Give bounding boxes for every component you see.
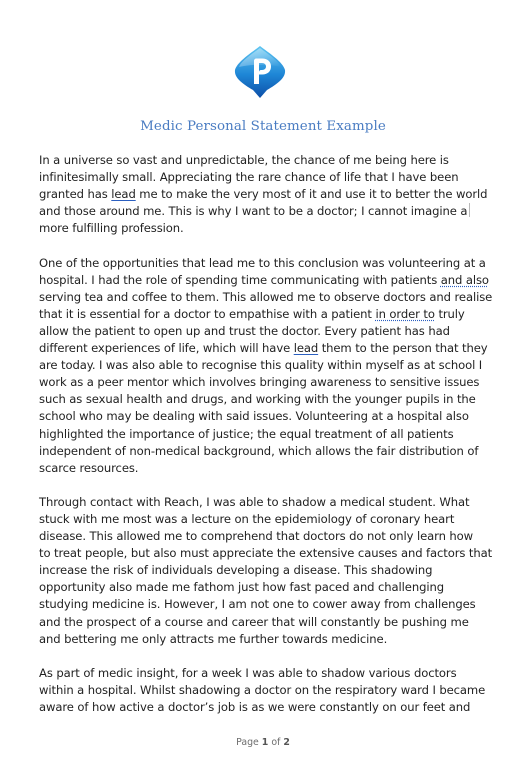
text-segment: opportunity also made me fathom just how fast paced and challenging	[39, 580, 444, 595]
text-line	[39, 289, 491, 306]
text-line	[39, 443, 491, 460]
text-segment: studying medicine is. However, I am not one to cower away from challenges	[39, 597, 476, 612]
text-segment: highlighted the importance of justice; the equal treatment of all patients	[39, 426, 454, 441]
statement-body	[39, 152, 491, 733]
p-logo-icon	[233, 44, 287, 100]
proofing-flagged-text: lead	[111, 187, 136, 202]
current-page-number: 1	[261, 737, 269, 748]
text-line	[39, 545, 491, 562]
text-line	[39, 152, 491, 169]
text-line	[39, 340, 491, 357]
text-segment: infinitesimally small. Appreciating the rare chance of life that I have been	[39, 170, 459, 185]
paragraph	[39, 494, 491, 648]
text-segment: disease. This allowed me to comprehend that doctors do not only learn how	[39, 529, 474, 544]
text-segment: work as a peer mentor which involves bringing awareness to sensitive issues	[39, 375, 480, 390]
text-line	[39, 306, 491, 323]
text-segment: serving tea and coffee to them. This allowed me to observe doctors and realise	[39, 289, 493, 304]
text-segment: truly	[434, 306, 465, 321]
text-segment: them to the person that they	[318, 341, 488, 356]
of-label: of	[271, 737, 281, 748]
proofing-flagged-text: in order to	[375, 306, 435, 321]
text-line	[39, 272, 491, 289]
document-title: Medic Personal Statement Example	[140, 119, 386, 134]
text-line	[39, 579, 491, 596]
text-line	[39, 631, 491, 648]
paragraph	[39, 255, 491, 477]
total-pages-number: 2	[283, 737, 290, 748]
paragraph	[39, 665, 491, 716]
text-segment: more fulfilling profession.	[39, 221, 184, 236]
text-segment: that it is essential for a doctor to empathise with a patient	[39, 306, 376, 321]
text-segment: such as sexual health and drugs, and working with the younger pupils in the	[39, 392, 476, 407]
text-cursor	[469, 203, 470, 217]
page-footer	[0, 737, 526, 748]
text-segment: and bettering me only attracts me further towards medicine.	[39, 631, 388, 646]
text-line	[39, 596, 491, 613]
text-line	[39, 528, 491, 545]
text-segment: aware of how active a doctor’s job is as we were constantly on our feet and	[39, 700, 471, 714]
text-segment: granted has	[39, 187, 112, 202]
proofing-flagged-text: lead	[293, 341, 319, 356]
text-segment: One of the opportunities that lead me to this conclusion was volunteering at a	[39, 255, 486, 270]
text-line	[39, 426, 491, 443]
text-segment: and those around me. This is why I want to be a doctor; I cannot imagine a	[39, 204, 468, 219]
text-segment: stuck with me most was a lecture on the epidemiology of coronary heart	[39, 511, 455, 526]
text-segment: In a universe so vast and unpredictable, the chance of me being here is	[39, 153, 449, 167]
text-line	[39, 408, 491, 425]
text-line	[39, 323, 491, 340]
text-line	[39, 220, 491, 237]
text-line	[39, 494, 491, 511]
text-line	[39, 614, 491, 631]
text-line	[39, 682, 491, 699]
text-segment: Through contact with Reach, I was able to shadow a medical student. What	[39, 494, 470, 509]
text-segment: to treat people, but also must appreciate the extensive causes and factors that	[39, 546, 493, 561]
text-segment: school who may be dealing with said issues. Volunteering at a hospital also	[39, 409, 469, 424]
text-segment: me to make the very most of it and use it to better the world	[135, 187, 488, 202]
text-line	[39, 665, 491, 682]
text-line	[39, 562, 491, 579]
text-segment: scarce resources.	[39, 460, 139, 475]
text-line	[39, 255, 491, 272]
text-line	[39, 511, 491, 528]
text-segment: allow the patient to open up and trust the doctor. Every patient has had	[39, 323, 450, 338]
text-segment: different experiences of life, which will have	[39, 341, 294, 356]
text-line	[39, 169, 491, 186]
proofing-flagged-text: and also	[440, 272, 489, 287]
text-line	[39, 186, 491, 203]
text-line	[39, 460, 491, 477]
text-segment: hospital. I had the role of spending time communicating with patients	[39, 272, 441, 287]
text-line	[39, 203, 491, 220]
page-label: Page	[236, 737, 259, 748]
text-line	[39, 391, 491, 408]
text-line	[39, 374, 491, 391]
text-segment: independent of non-medical background, which allows the fair distribution of	[39, 443, 479, 458]
text-segment: within a hospital. Whilst shadowing a doctor on the respiratory ward I became	[39, 682, 486, 697]
text-segment: and the prospect of a course and career that will constantly be pushing me	[39, 614, 469, 629]
text-line	[39, 699, 491, 716]
text-segment: are today. I was also able to recognise this quality within myself as at school I	[39, 358, 483, 373]
paragraph	[39, 152, 491, 237]
text-segment: As part of medic insight, for a week I was able to shadow various doctors	[39, 665, 457, 680]
text-line	[39, 357, 491, 374]
text-segment: increase the risk of individuals developing a disease. This shadowing	[39, 563, 433, 578]
